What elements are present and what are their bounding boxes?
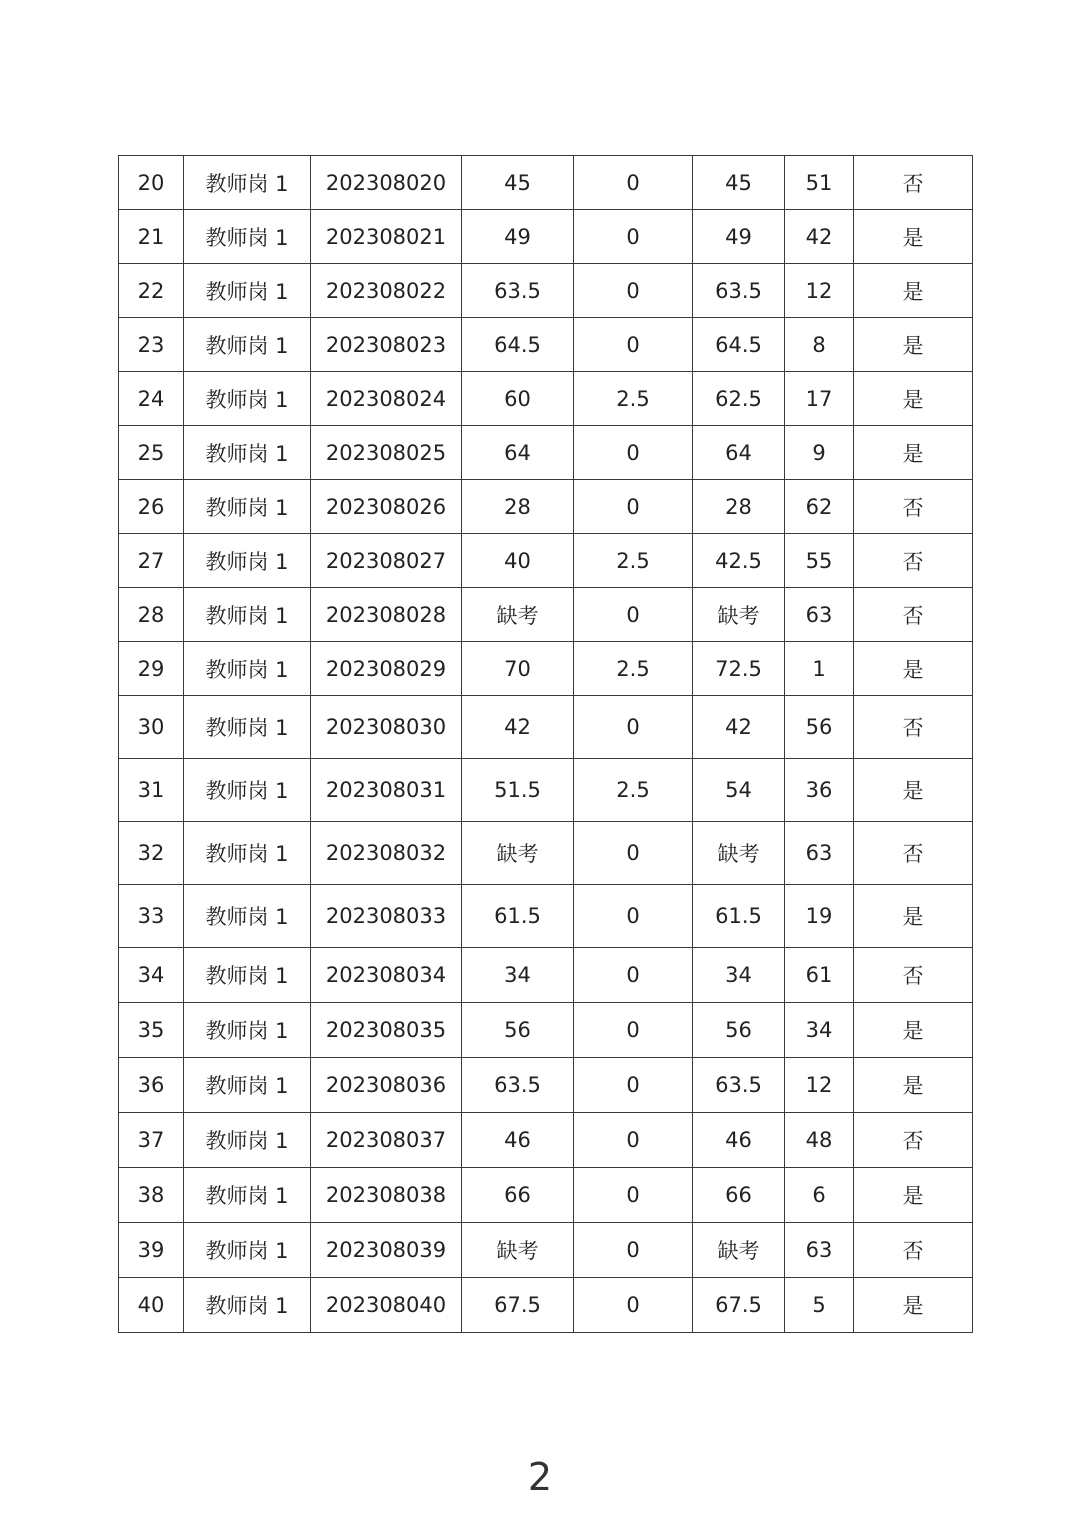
exam-id-cell: 202308025: [311, 426, 462, 480]
rank-cell: 63: [785, 822, 854, 885]
table-row: [119, 156, 973, 210]
table-row: [119, 1278, 973, 1333]
exam-id-cell: 202308027: [311, 534, 462, 588]
score-table: [118, 155, 973, 1333]
exam-id-cell: 202308026: [311, 480, 462, 534]
exam-id-cell: 202308028: [311, 588, 462, 642]
position-cell: 教师岗 1: [184, 1058, 311, 1113]
seq-cell: 34: [119, 948, 184, 1003]
position-cell: 教师岗 1: [184, 210, 311, 264]
seq-cell: 32: [119, 822, 184, 885]
written-score-cell: 45: [462, 156, 574, 210]
qualified-cell: 是: [854, 642, 973, 696]
total-score-cell: 54: [693, 759, 785, 822]
total-score-cell: 63.5: [693, 1058, 785, 1113]
exam-id-cell: 202308032: [311, 822, 462, 885]
rank-cell: 12: [785, 264, 854, 318]
position-cell: 教师岗 1: [184, 1223, 311, 1278]
written-score-cell: 67.5: [462, 1278, 574, 1333]
total-score-cell: 42.5: [693, 534, 785, 588]
table-row: [119, 1168, 973, 1223]
table-row: [119, 1058, 973, 1113]
total-score-cell: 46: [693, 1113, 785, 1168]
seq-cell: 38: [119, 1168, 184, 1223]
position-cell: 教师岗 1: [184, 885, 311, 948]
bonus-score-cell: 0: [574, 885, 693, 948]
table-row: [119, 372, 973, 426]
written-score-cell: 70: [462, 642, 574, 696]
qualified-cell: 是: [854, 1278, 973, 1333]
written-score-cell: 40: [462, 534, 574, 588]
seq-cell: 40: [119, 1278, 184, 1333]
exam-id-cell: 202308038: [311, 1168, 462, 1223]
position-cell: 教师岗 1: [184, 264, 311, 318]
total-score-cell: 缺考: [693, 1223, 785, 1278]
table-row: [119, 426, 973, 480]
exam-id-cell: 202308029: [311, 642, 462, 696]
total-score-cell: 64: [693, 426, 785, 480]
qualified-cell: 否: [854, 696, 973, 759]
bonus-score-cell: 0: [574, 948, 693, 1003]
qualified-cell: 是: [854, 1003, 973, 1058]
position-cell: 教师岗 1: [184, 696, 311, 759]
seq-cell: 24: [119, 372, 184, 426]
rank-cell: 34: [785, 1003, 854, 1058]
written-score-cell: 60: [462, 372, 574, 426]
position-cell: 教师岗 1: [184, 156, 311, 210]
qualified-cell: 是: [854, 426, 973, 480]
bonus-score-cell: 0: [574, 156, 693, 210]
bonus-score-cell: 0: [574, 1223, 693, 1278]
written-score-cell: 缺考: [462, 822, 574, 885]
qualified-cell: 否: [854, 156, 973, 210]
qualified-cell: 是: [854, 210, 973, 264]
position-cell: 教师岗 1: [184, 480, 311, 534]
table-row: [119, 588, 973, 642]
seq-cell: 20: [119, 156, 184, 210]
total-score-cell: 67.5: [693, 1278, 785, 1333]
total-score-cell: 28: [693, 480, 785, 534]
written-score-cell: 66: [462, 1168, 574, 1223]
total-score-cell: 72.5: [693, 642, 785, 696]
seq-cell: 37: [119, 1113, 184, 1168]
seq-cell: 36: [119, 1058, 184, 1113]
position-cell: 教师岗 1: [184, 948, 311, 1003]
bonus-score-cell: 2.5: [574, 759, 693, 822]
seq-cell: 26: [119, 480, 184, 534]
rank-cell: 8: [785, 318, 854, 372]
bonus-score-cell: 0: [574, 822, 693, 885]
exam-id-cell: 202308039: [311, 1223, 462, 1278]
qualified-cell: 是: [854, 318, 973, 372]
bonus-score-cell: 0: [574, 1058, 693, 1113]
table-row: [119, 1113, 973, 1168]
seq-cell: 29: [119, 642, 184, 696]
qualified-cell: 是: [854, 1168, 973, 1223]
exam-id-cell: 202308022: [311, 264, 462, 318]
score-table-body: [119, 156, 973, 1333]
seq-cell: 39: [119, 1223, 184, 1278]
exam-id-cell: 202308040: [311, 1278, 462, 1333]
total-score-cell: 62.5: [693, 372, 785, 426]
bonus-score-cell: 0: [574, 210, 693, 264]
position-cell: 教师岗 1: [184, 426, 311, 480]
position-cell: 教师岗 1: [184, 372, 311, 426]
qualified-cell: 否: [854, 948, 973, 1003]
qualified-cell: 否: [854, 1113, 973, 1168]
total-score-cell: 56: [693, 1003, 785, 1058]
seq-cell: 25: [119, 426, 184, 480]
position-cell: 教师岗 1: [184, 318, 311, 372]
position-cell: 教师岗 1: [184, 588, 311, 642]
written-score-cell: 缺考: [462, 1223, 574, 1278]
total-score-cell: 63.5: [693, 264, 785, 318]
bonus-score-cell: 0: [574, 264, 693, 318]
total-score-cell: 34: [693, 948, 785, 1003]
seq-cell: 27: [119, 534, 184, 588]
written-score-cell: 51.5: [462, 759, 574, 822]
bonus-score-cell: 0: [574, 426, 693, 480]
rank-cell: 55: [785, 534, 854, 588]
written-score-cell: 42: [462, 696, 574, 759]
exam-id-cell: 202308030: [311, 696, 462, 759]
bonus-score-cell: 0: [574, 1113, 693, 1168]
seq-cell: 22: [119, 264, 184, 318]
total-score-cell: 49: [693, 210, 785, 264]
rank-cell: 51: [785, 156, 854, 210]
rank-cell: 12: [785, 1058, 854, 1113]
rank-cell: 62: [785, 480, 854, 534]
qualified-cell: 是: [854, 372, 973, 426]
exam-id-cell: 202308034: [311, 948, 462, 1003]
rank-cell: 42: [785, 210, 854, 264]
rank-cell: 19: [785, 885, 854, 948]
bonus-score-cell: 0: [574, 1278, 693, 1333]
seq-cell: 21: [119, 210, 184, 264]
position-cell: 教师岗 1: [184, 759, 311, 822]
rank-cell: 56: [785, 696, 854, 759]
written-score-cell: 28: [462, 480, 574, 534]
exam-id-cell: 202308021: [311, 210, 462, 264]
table-row: [119, 822, 973, 885]
written-score-cell: 46: [462, 1113, 574, 1168]
bonus-score-cell: 0: [574, 588, 693, 642]
table-row: [119, 1223, 973, 1278]
position-cell: 教师岗 1: [184, 1278, 311, 1333]
table-row: [119, 534, 973, 588]
position-cell: 教师岗 1: [184, 1168, 311, 1223]
exam-id-cell: 202308020: [311, 156, 462, 210]
table-row: [119, 264, 973, 318]
seq-cell: 35: [119, 1003, 184, 1058]
written-score-cell: 61.5: [462, 885, 574, 948]
rank-cell: 17: [785, 372, 854, 426]
rank-cell: 36: [785, 759, 854, 822]
qualified-cell: 否: [854, 1223, 973, 1278]
written-score-cell: 63.5: [462, 1058, 574, 1113]
page-number: 2: [527, 1455, 553, 1499]
written-score-cell: 缺考: [462, 588, 574, 642]
bonus-score-cell: 0: [574, 318, 693, 372]
rank-cell: 48: [785, 1113, 854, 1168]
bonus-score-cell: 2.5: [574, 642, 693, 696]
total-score-cell: 缺考: [693, 822, 785, 885]
qualified-cell: 是: [854, 1058, 973, 1113]
qualified-cell: 是: [854, 759, 973, 822]
table-row: [119, 696, 973, 759]
written-score-cell: 64: [462, 426, 574, 480]
rank-cell: 1: [785, 642, 854, 696]
rank-cell: 5: [785, 1278, 854, 1333]
seq-cell: 30: [119, 696, 184, 759]
table-row: [119, 1003, 973, 1058]
written-score-cell: 34: [462, 948, 574, 1003]
table-row: [119, 318, 973, 372]
exam-id-cell: 202308036: [311, 1058, 462, 1113]
written-score-cell: 64.5: [462, 318, 574, 372]
exam-id-cell: 202308023: [311, 318, 462, 372]
bonus-score-cell: 2.5: [574, 372, 693, 426]
bonus-score-cell: 0: [574, 1003, 693, 1058]
position-cell: 教师岗 1: [184, 1003, 311, 1058]
table-row: [119, 759, 973, 822]
rank-cell: 61: [785, 948, 854, 1003]
seq-cell: 23: [119, 318, 184, 372]
position-cell: 教师岗 1: [184, 1113, 311, 1168]
total-score-cell: 42: [693, 696, 785, 759]
total-score-cell: 61.5: [693, 885, 785, 948]
total-score-cell: 64.5: [693, 318, 785, 372]
seq-cell: 31: [119, 759, 184, 822]
exam-id-cell: 202308033: [311, 885, 462, 948]
written-score-cell: 49: [462, 210, 574, 264]
rank-cell: 9: [785, 426, 854, 480]
table-row: [119, 210, 973, 264]
bonus-score-cell: 0: [574, 480, 693, 534]
written-score-cell: 56: [462, 1003, 574, 1058]
total-score-cell: 66: [693, 1168, 785, 1223]
bonus-score-cell: 0: [574, 1168, 693, 1223]
written-score-cell: 63.5: [462, 264, 574, 318]
qualified-cell: 是: [854, 885, 973, 948]
rank-cell: 63: [785, 588, 854, 642]
position-cell: 教师岗 1: [184, 534, 311, 588]
position-cell: 教师岗 1: [184, 642, 311, 696]
qualified-cell: 否: [854, 588, 973, 642]
seq-cell: 33: [119, 885, 184, 948]
qualified-cell: 否: [854, 480, 973, 534]
exam-id-cell: 202308024: [311, 372, 462, 426]
rank-cell: 6: [785, 1168, 854, 1223]
exam-id-cell: 202308037: [311, 1113, 462, 1168]
bonus-score-cell: 0: [574, 696, 693, 759]
rank-cell: 63: [785, 1223, 854, 1278]
qualified-cell: 否: [854, 534, 973, 588]
total-score-cell: 45: [693, 156, 785, 210]
exam-id-cell: 202308031: [311, 759, 462, 822]
qualified-cell: 否: [854, 822, 973, 885]
table-row: [119, 948, 973, 1003]
total-score-cell: 缺考: [693, 588, 785, 642]
position-cell: 教师岗 1: [184, 822, 311, 885]
bonus-score-cell: 2.5: [574, 534, 693, 588]
qualified-cell: 是: [854, 264, 973, 318]
table-row: [119, 480, 973, 534]
table-row: [119, 642, 973, 696]
exam-id-cell: 202308035: [311, 1003, 462, 1058]
seq-cell: 28: [119, 588, 184, 642]
table-row: [119, 885, 973, 948]
